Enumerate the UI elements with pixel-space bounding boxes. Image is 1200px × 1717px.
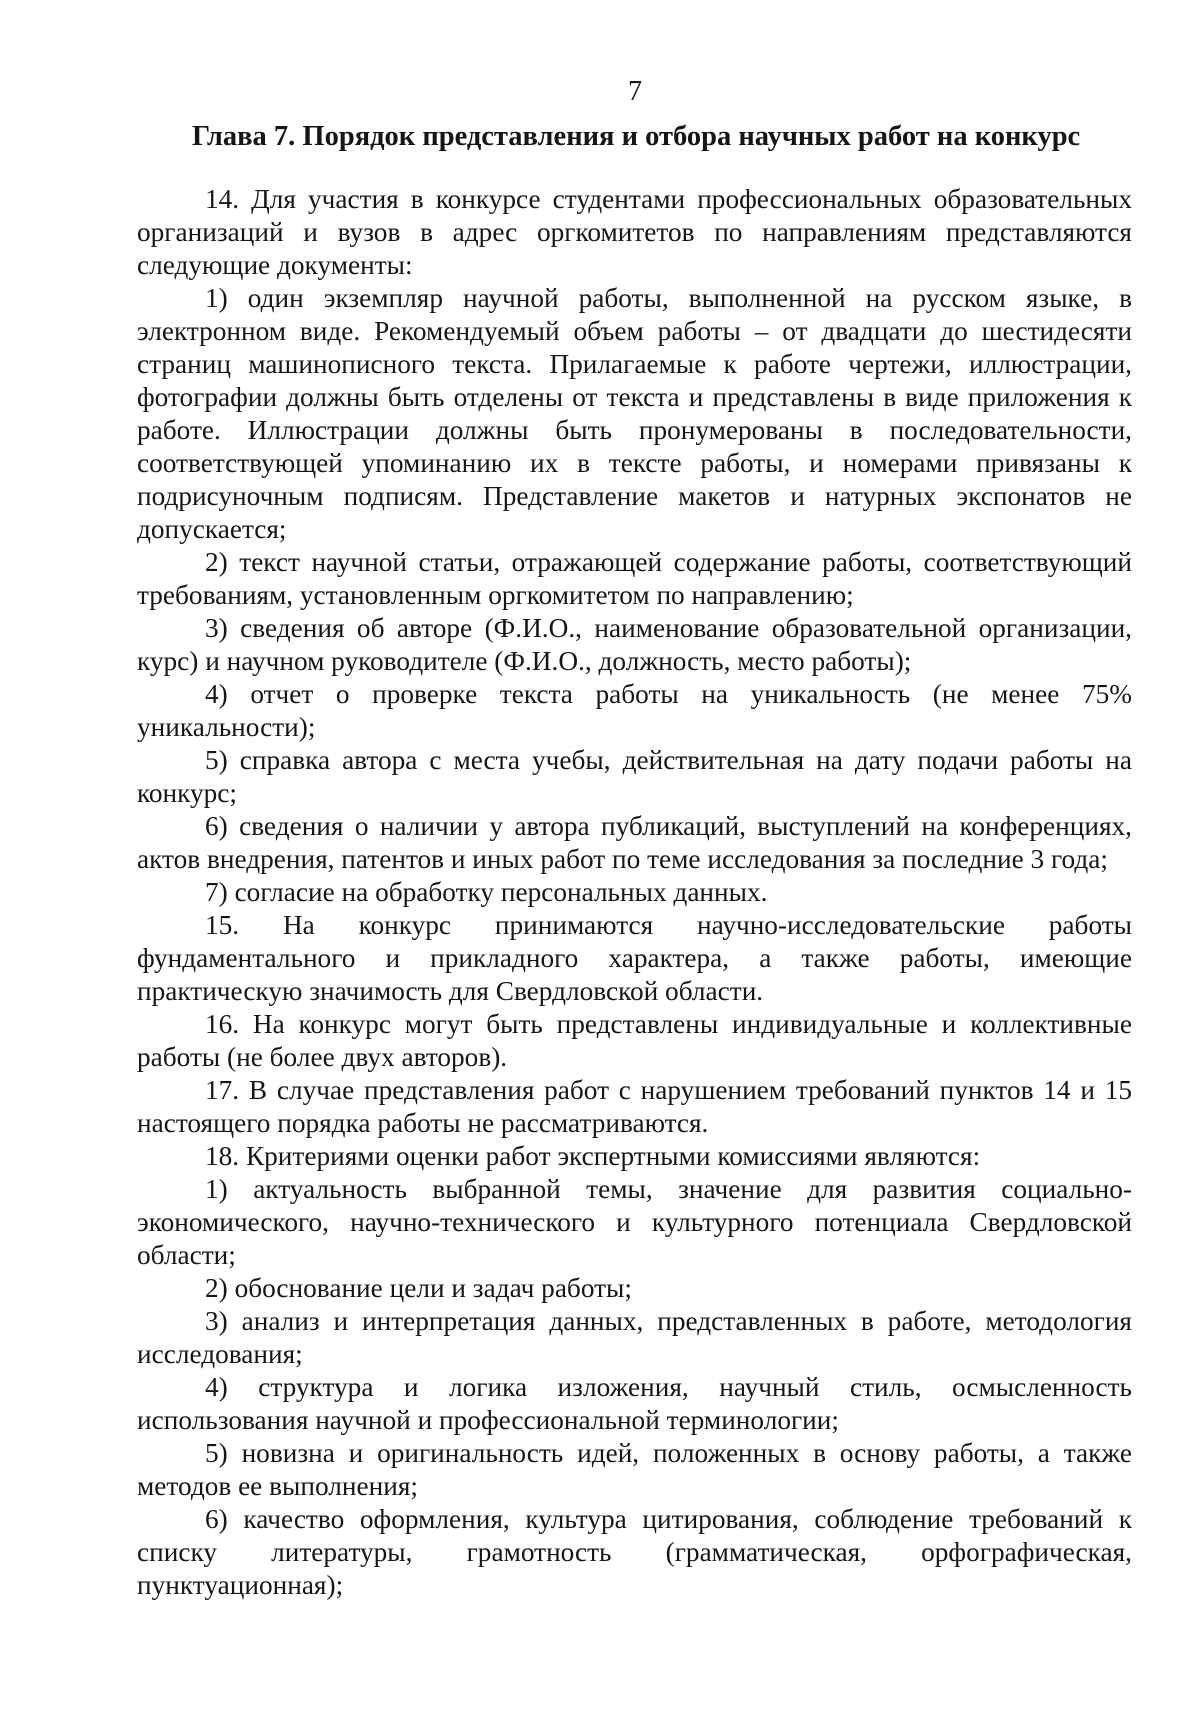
list-item-18-2: 2) обоснование цели и задач работы; xyxy=(205,1273,632,1303)
paragraph-15: 15. На конкурс принимаются научно-исследовательские работы фундаментального и прикладного характера, а также работы, имеющие практическую значимость для Свердловской области. xyxy=(137,910,1132,1006)
paragraph-17: 17. В случае представления работ с нарушением требований пунктов 14 и 15 настоящего порядка работы не рассматриваются. xyxy=(137,1075,1132,1138)
list-item-18-3: 3) анализ и интерпретация данных, представленных в работе, методология исследования; xyxy=(137,1306,1132,1369)
list-item-14-4: 4) отчет о проверке текста работы на уникальность (не менее 75% уникальности); xyxy=(137,679,1132,742)
list-item-18-1: 1) актуальность выбранной темы, значение для развития социально-экономического, научно-технического и культурного потенциала Свердловской области; xyxy=(137,1174,1132,1270)
list-item-14-6: 6) сведения о наличии у автора публикаций, выступлений на конференциях, актов внедрения, патентов и иных работ по теме исследования за последние 3 года; xyxy=(137,811,1132,874)
list-item-18-6: 6) качество оформления, культура цитирования, соблюдение требований к списку литературы, грамотность (грамматическая, орфографическая, пунктуационная); xyxy=(137,1504,1132,1600)
list-item-14-7: 7) согласие на обработку персональных данных. xyxy=(205,877,768,907)
page-number: 7 xyxy=(628,76,642,107)
chapter-title: Глава 7. Порядок представления и отбора научных работ на конкурс xyxy=(192,121,1081,152)
paragraph-18-intro: 18. Критериями оценки работ экспертными комиссиями являются: xyxy=(205,1141,981,1171)
list-item-18-4: 4) структура и логика изложения, научный стиль, осмысленность использования научной и профессиональной терминологии; xyxy=(137,1372,1132,1435)
list-item-14-1: 1) один экземпляр научной работы, выполненной на русском языке, в электронном виде. Рекомендуемый объем работы – от двадцати до шестидесяти страниц машинописного текста. Прилагаемые к работе чертежи, иллюстрации, фотографии должны быть отделены от текста и представлены в виде приложения к работе. Иллюстрации должны быть пронумерованы в последовательности, соответствующей упоминанию их в тексте работы, и номерами привязаны к подрисуночным подписям. Представление макетов и натурных экспонатов не допускается; xyxy=(137,283,1132,544)
paragraph-16: 16. На конкурс могут быть представлены индивидуальные и коллективные работы (не более двух авторов). xyxy=(137,1009,1132,1072)
list-item-14-5: 5) справка автора с места учебы, действительная на дату подачи работы на конкурс; xyxy=(137,745,1132,808)
paragraph-14-intro: 14. Для участия в конкурсе студентами профессиональных образовательных организаций и вузов в адрес оргкомитетов по направлениям представляются следующие документы: xyxy=(137,184,1132,280)
list-item-14-2: 2) текст научной статьи, отражающей содержание работы, соответствующий требованиям, установленным оргкомитетом по направлению; xyxy=(137,547,1132,610)
list-item-14-3: 3) сведения об авторе (Ф.И.О., наименование образовательной организации, курс) и научном руководителе (Ф.И.О., должность, место работы); xyxy=(137,613,1132,676)
list-item-18-5: 5) новизна и оригинальность идей, положенных в основу работы, а также методов ее выполнения; xyxy=(137,1438,1132,1501)
body-text xyxy=(137,183,1132,1602)
